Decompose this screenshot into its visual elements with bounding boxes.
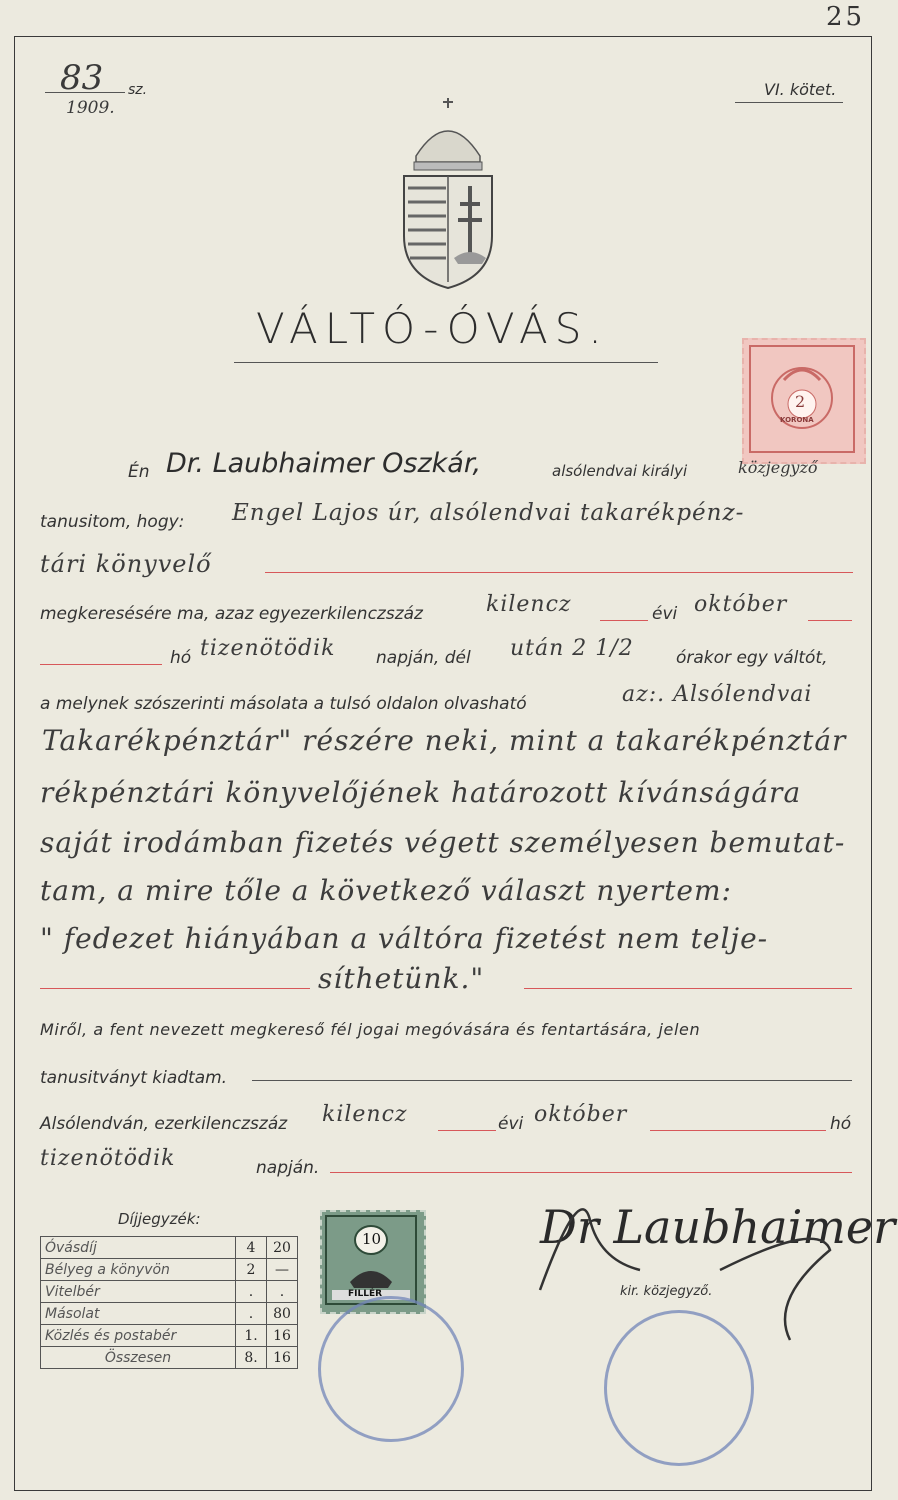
fees-row xyxy=(41,1347,298,1369)
line3-handwritten: tári könyvelő xyxy=(40,550,212,578)
fee-filler: 80 xyxy=(267,1303,298,1325)
revenue-stamp-2-korona xyxy=(742,338,866,464)
place-mid: évi xyxy=(498,1114,524,1134)
stamp-red-unit: KORONA xyxy=(780,416,814,424)
line5-mid: napján, dél xyxy=(376,648,471,668)
day-handwritten: tizenötödik xyxy=(40,1146,176,1171)
line4-handwritten-year: kilencz xyxy=(486,592,572,617)
fee-filler: . xyxy=(267,1281,298,1303)
handwritten-line-4: tam, a mire tőle a következő választ nyertem: xyxy=(40,874,732,907)
handwritten-line-3: saját irodámban fizetés végett személyesen bemutat- xyxy=(40,826,846,859)
fees-row xyxy=(41,1303,298,1325)
place-suffix: hó xyxy=(830,1114,852,1134)
fee-filler: 20 xyxy=(267,1237,298,1259)
registry-number-suffix: sz. xyxy=(128,82,148,98)
notary-name: Dr. Laubhaimer Oszkár, xyxy=(166,448,482,479)
notary-signature: Dr Laubhaimer xyxy=(540,1200,896,1254)
stamp-red-value: 2 xyxy=(795,392,806,411)
place-handwritten-month: október xyxy=(534,1102,628,1127)
fee-korona: 8. xyxy=(236,1347,267,1369)
line2-handwritten: Engel Lajos úr, alsólendvai takarékpénz- xyxy=(232,500,745,526)
fee-korona: 1. xyxy=(236,1325,267,1347)
document-title: VÁLTÓ-ÓVÁS. xyxy=(256,304,609,353)
fee-filler: — xyxy=(267,1259,298,1281)
place-prefix: Alsólendván, ezerkilenczszáz xyxy=(40,1114,288,1134)
fee-filler: 16 xyxy=(267,1325,298,1347)
volume-label: VI. kötet. xyxy=(764,80,837,99)
stamp-green-unit: FILLÉR xyxy=(348,1289,383,1299)
fee-label: Bélyeg a könyvön xyxy=(41,1259,236,1281)
line1-suffix: alsólendvai királyi xyxy=(552,462,688,480)
fee-korona: . xyxy=(236,1303,267,1325)
notary-seal-left xyxy=(318,1296,464,1442)
stamp-green-value: 10 xyxy=(362,1230,382,1248)
line4-handwritten-month: október xyxy=(694,592,788,617)
closing-line-1: Miről, a fent nevezett megkereső fél jogai megóvására és fentartására, jelen xyxy=(40,1020,701,1039)
line2-prefix: tanusitom, hogy: xyxy=(40,512,185,532)
line5-handwritten-time: után 2 1/2 xyxy=(510,636,634,661)
registry-number: 83 xyxy=(60,58,104,98)
fee-label: Közlés és postabér xyxy=(41,1325,236,1347)
line4-mid: évi xyxy=(652,604,678,624)
line5-prefix: hó xyxy=(170,648,192,668)
page-number: 25 xyxy=(826,2,866,32)
handwritten-line-1: Takarékpénztár" részére neki, mint a takarékpénztár xyxy=(42,724,847,757)
closing-line-2: tanusitványt kiadtam. xyxy=(40,1068,228,1088)
fees-table xyxy=(40,1236,298,1369)
fee-label: Másolat xyxy=(41,1303,236,1325)
signature-caption: kir. közjegyző. xyxy=(620,1284,713,1299)
fee-korona: 2 xyxy=(236,1259,267,1281)
fee-filler: 16 xyxy=(267,1347,298,1369)
fees-row xyxy=(41,1325,298,1347)
fee-label: Összesen xyxy=(41,1347,236,1369)
line6-prefix: a melynek szószerinti másolata a tulsó oldalon olvasható xyxy=(40,694,527,714)
handwritten-line-6: síthetünk." xyxy=(318,962,485,995)
line1-prefix: Én xyxy=(128,462,150,482)
line5-handwritten-day: tizenötödik xyxy=(200,636,336,661)
fee-korona: . xyxy=(236,1281,267,1303)
line5-suffix: órakor egy váltót, xyxy=(676,648,828,668)
fee-label: Óvásdíj xyxy=(41,1237,236,1259)
fee-korona: 4 xyxy=(236,1237,267,1259)
fees-row xyxy=(41,1259,298,1281)
day-suffix: napján. xyxy=(256,1158,320,1178)
registry-year: 1909. xyxy=(66,98,115,118)
handwritten-line-2: rékpénztári könyvelőjének határozott kívánságára xyxy=(40,776,802,809)
line1-handwritten-title: közjegyző xyxy=(738,458,818,477)
coat-of-arms-icon xyxy=(396,96,500,292)
fee-label: Vitelbér xyxy=(41,1281,236,1303)
line4-prefix: megkeresésére ma, azaz egyezerkilenczszáz xyxy=(40,604,423,624)
signature-flourish-icon xyxy=(520,1180,850,1350)
fees-row xyxy=(41,1281,298,1303)
fees-row xyxy=(41,1237,298,1259)
place-handwritten-year: kilencz xyxy=(322,1102,408,1127)
handwritten-line-5: " fedezet hiányában a váltóra fizetést nem telje- xyxy=(40,922,769,955)
fees-title: Díjjegyzék: xyxy=(118,1210,201,1228)
line6-handwritten: az:. Alsólendvai xyxy=(622,682,813,707)
